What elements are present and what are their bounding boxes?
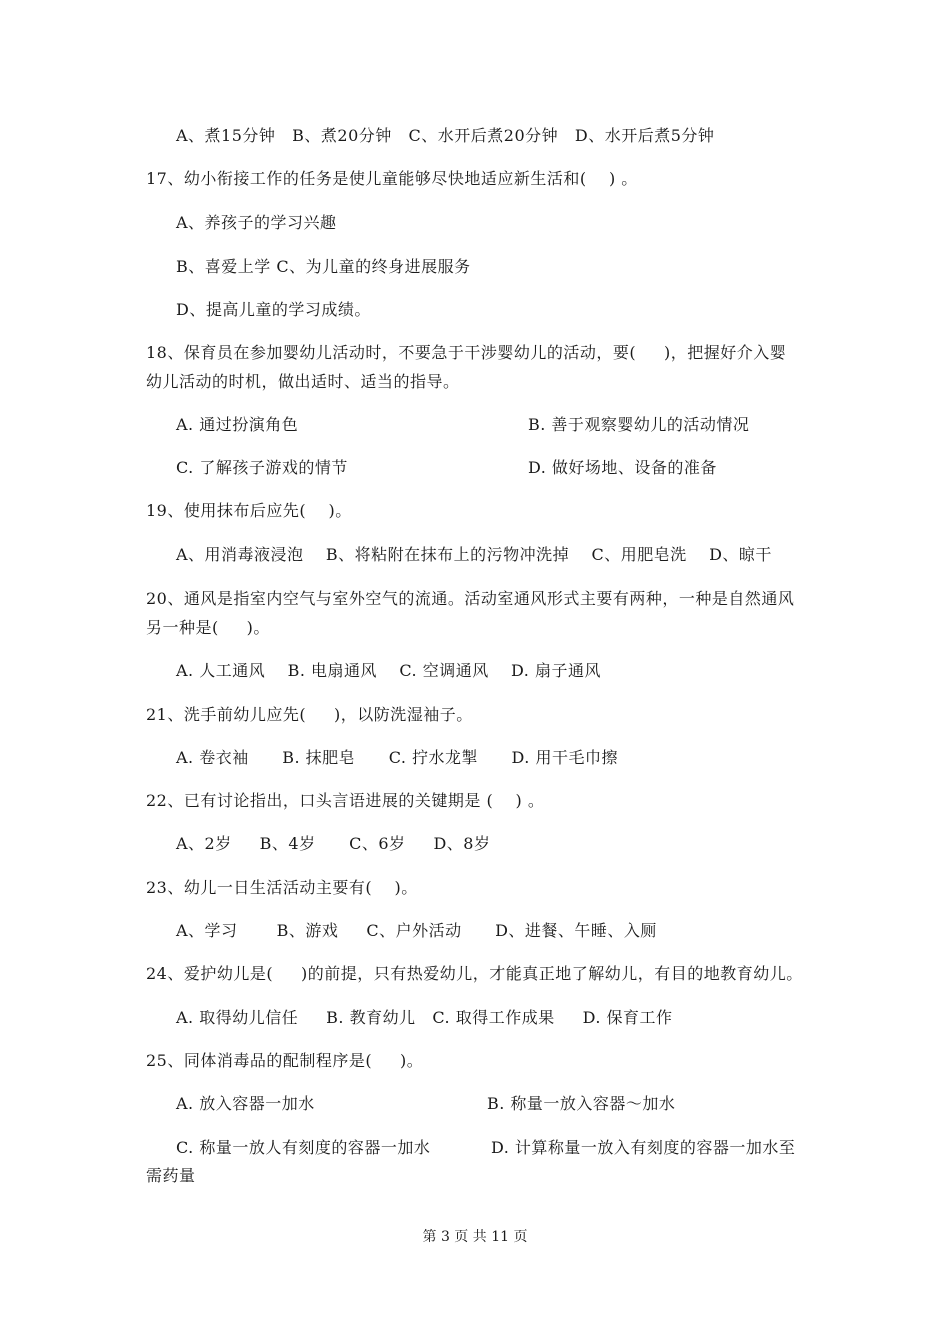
- q25-option-c: C. 称量一放人有刻度的容器一加水: [176, 1138, 431, 1157]
- q25-option-d-continued: 需药量: [146, 1166, 196, 1185]
- q25-option-a: A. 放入容器一加水: [176, 1094, 315, 1113]
- q21-stem: 21、洗手前幼儿应先( )，以防洗湿袖子。: [146, 705, 473, 724]
- q21-options: A. 卷衣袖 B. 抹肥皂 C. 拧水龙掣 D. 用干毛巾擦: [176, 748, 618, 767]
- q25-option-b: B. 称量一放入容器～加水: [487, 1094, 676, 1113]
- q17-option-bc: B、喜爱上学 C、为儿童的终身进展服务: [176, 257, 471, 276]
- q20-stem-line2: 另一种是( )。: [146, 618, 270, 637]
- q23-options: A、学习 B、游戏 C、户外活动 D、进餐、午睡、入厕: [176, 921, 657, 940]
- q19-stem: 19、使用抹布后应先( )。: [146, 501, 352, 520]
- q24-options: A. 取得幼儿信任 B. 教育幼儿 C. 取得工作成果 D. 保育工作: [176, 1008, 673, 1027]
- q22-stem: 22、已有讨论指出，口头言语进展的关键期是 ( ) 。: [146, 791, 545, 810]
- q24-stem: 24、爱护幼儿是( )的前提，只有热爱幼儿，才能真正地了解幼儿，有目的地教育幼儿。: [146, 964, 803, 983]
- q18-stem-line2: 幼儿活动的时机，做出适时、适当的指导。: [146, 372, 460, 391]
- page-number-footer: 第 3 页 共 11 页: [422, 1229, 528, 1245]
- q17-option-d: D、提高儿童的学习成绩。: [176, 300, 371, 319]
- q25-option-d: D. 计算称量一放入有刻度的容器一加水至: [491, 1138, 796, 1157]
- q18-option-b: B. 善于观察婴幼儿的活动情况: [528, 415, 750, 434]
- q18-option-d: D. 做好场地、设备的准备: [528, 458, 717, 477]
- q18-option-c: C. 了解孩子游戏的情节: [176, 458, 348, 477]
- q20-stem-line1: 20、通风是指室内空气与室外空气的流通。活动室通风形式主要有两种，一种是自然通风: [146, 589, 795, 608]
- q19-options: A、用消毒液浸泡 B、将粘附在抹布上的污物冲洗掉 C、用肥皂洗 D、晾干: [176, 545, 772, 564]
- q17-stem: 17、幼小衔接工作的任务是使儿童能够尽快地适应新生活和( ) 。: [146, 169, 638, 188]
- q22-options: A、2岁 B、4岁 C、6岁 D、8岁: [176, 834, 491, 853]
- q25-stem: 25、同体消毒品的配制程序是( )。: [146, 1051, 424, 1070]
- q20-options: A. 人工通风 B. 电扇通风 C. 空调通风 D. 扇子通风: [176, 661, 601, 680]
- q16-options: A、煮15分钟 B、煮20分钟 C、水开后煮20分钟 D、水开后煮5分钟: [176, 126, 715, 145]
- q18-stem-line1: 18、保育员在参加婴幼儿活动时，不要急于干涉婴幼儿的活动，要( )，把握好介入婴: [146, 343, 787, 362]
- q17-option-a: A、养孩子的学习兴趣: [176, 213, 337, 232]
- q18-option-a: A. 通过扮演角色: [176, 415, 299, 434]
- q23-stem: 23、幼儿一日生活活动主要有( )。: [146, 878, 418, 897]
